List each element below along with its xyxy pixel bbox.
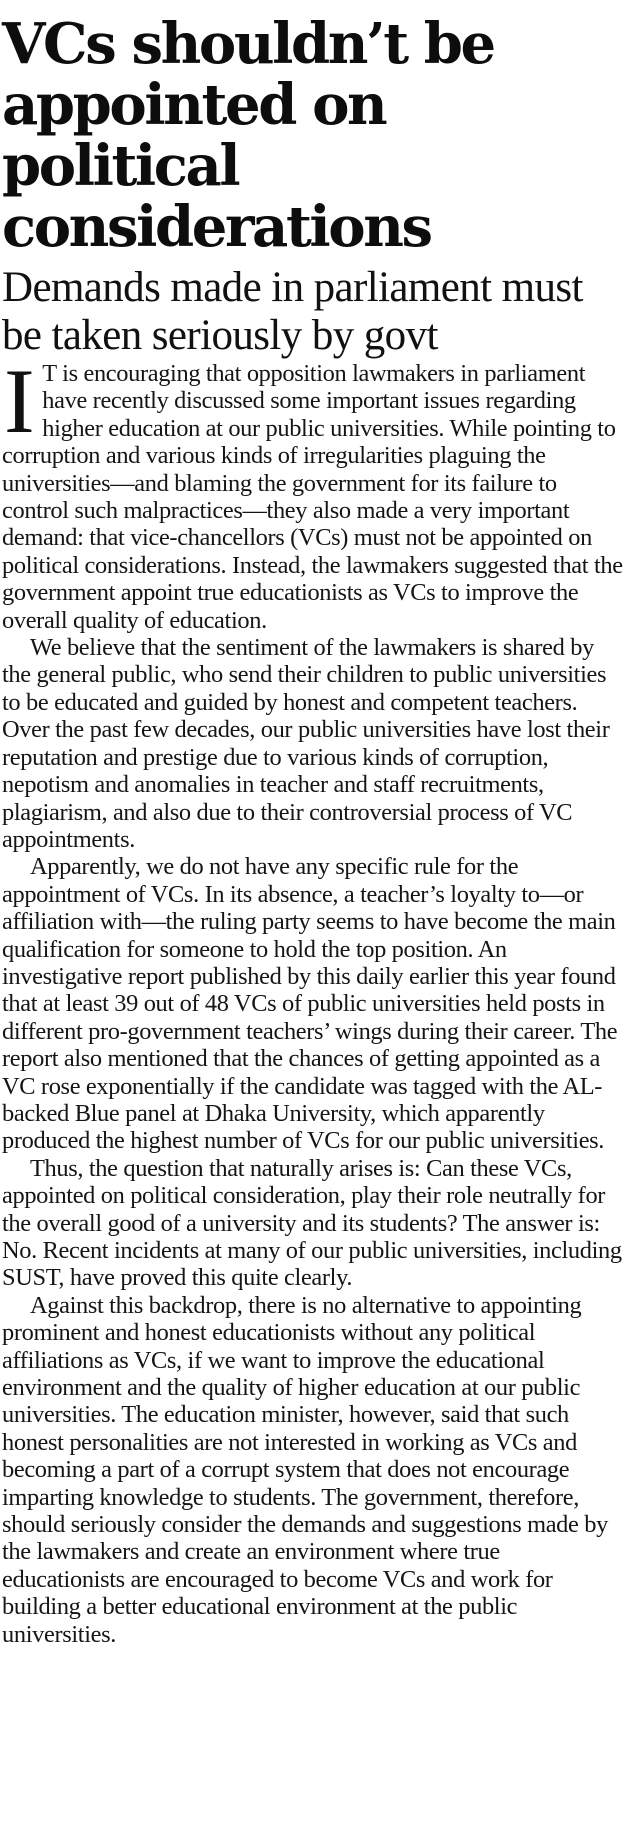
- paragraph-3: Apparently, we do not have any specific rule for the appointment of VCs. In its absence, a teacher’s loyalty to—or affiliation with—the ruling party seems to have become the main qualification for someone to hold the top position. An investigative report published by this daily earlier this year found that at least 39 out of 48 VCs of public universities held posts in different pro-government teachers’ wings during their career. The report also mentioned that the chances of getting appointed as a VC rose exponentially if the candidate was tagged with the AL-backed Blue panel at Dhaka University, which apparently produced the highest number of VCs for our public universities.: [2, 853, 618, 1155]
- drop-cap: I: [4, 350, 35, 452]
- article-body: [2, 350, 624, 1648]
- paragraph-4: Thus, the question that naturally arises is: Can these VCs, appointed on political consideration, play their role neutrally for the overall good of a university and its students? The answer is: No. Recent incidents at many of our public universities, including SUST, have proved this quite clearly.: [2, 1154, 622, 1292]
- paragraph-1-text: T is encouraging that opposition lawmakers in parliament have recently discussed some important issues regarding higher education at our public universities. While pointing to corruption and various kinds of irregularities plaguing the universities—and blaming the government for its failure to control such malpractices—they also made a very important demand: that vice-chancellors (VCs) must not be appointed on political considerations. Instead, the lawmakers suggested that the government appoint true educationists as VCs to improve the overall quality of education.: [2, 360, 623, 634]
- subheadline: Demands made in parliament must be taken seriously by govt: [2, 264, 583, 359]
- paragraph-1: [2, 350, 624, 634]
- paragraph-2: We believe that the sentiment of the lawmakers is shared by the general public, who send their children to public universities to be educated and guided by honest and competent teachers. Over the past few decades, our public universities have lost their reputation and prestige due to various kinds of corruption, nepotism and anomalies in teacher and staff recruitments, plagiarism, and also due to their controversial process of VC appointments.: [2, 634, 610, 853]
- headline: VCs shouldn’t be appointed on political considerations: [2, 11, 494, 260]
- paragraph-5: Against this backdrop, there is no alternative to appointing prominent and honest educationists without any political affiliations as VCs, if we want to improve the educational environment and the quality of higher education at our public universities. The education minister, however, said that such honest personalities are not interested in working as VCs and becoming a part of a corrupt system that does not encourage imparting knowledge to students. The government, therefore, should seriously consider the demands and suggestions made by the lawmakers and create an environment where true educationists are encouraged to become VCs and work for building a better educational environment at the public universities.: [2, 1291, 608, 1648]
